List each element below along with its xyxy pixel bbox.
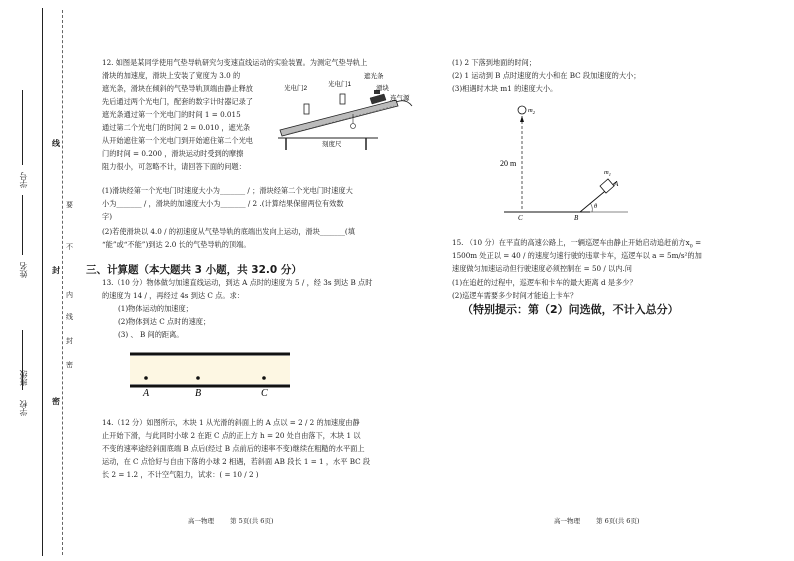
notice-char-4: 线 bbox=[66, 313, 73, 321]
q13-line-2: 的速度为 14 / ，再经过 4s 到达 C 点。求： bbox=[102, 291, 244, 300]
q15-line-1: 15. （10 分）在平直的高速公路上，一辆巡逻车由静止开始启动追赶前方$x_0$ = bbox=[452, 238, 702, 250]
footer-right-subject: 高一物理 bbox=[554, 517, 580, 525]
point-b bbox=[196, 376, 200, 380]
incline-figure bbox=[498, 102, 638, 222]
class-label: 班级 bbox=[19, 370, 28, 386]
footer-left-subject: 高一物理 bbox=[188, 517, 214, 525]
q12-sub1-line-2: 小为_______ / ，滑块的加速度大小为_______ / 2 .(计算结果保留两位有效数 bbox=[102, 199, 344, 208]
label-m1: $m_1$ bbox=[604, 169, 611, 177]
footer-left-page: 第 5页(共 6页) bbox=[230, 517, 274, 525]
air-track-rail bbox=[280, 100, 398, 136]
adjust-screw bbox=[351, 124, 356, 129]
q14-line-2: 止开始下滑，与此同时小球 2 在距 C 点的正上方 h = 20 处自由落下，木块 1 以 bbox=[102, 431, 361, 440]
abc-track-figure bbox=[130, 350, 290, 400]
q15-sub-2: (2)巡逻车需要多少时间才能追上卡车？ bbox=[452, 291, 578, 300]
label-slider: 滑块 bbox=[376, 85, 389, 92]
q12-line-1: 12. 如图是某同学使用气垫导轨研究匀变速直线运动的实验装置。为测定气垫导轨上 bbox=[102, 58, 368, 67]
label-height: 20 m bbox=[500, 159, 517, 168]
label-point-b: B bbox=[574, 214, 579, 222]
label-m2: $m_2$ bbox=[528, 107, 535, 115]
q14-sub-3: (3)相遇时木块 m1 的速度大小。 bbox=[452, 84, 558, 93]
notice-char-2: 不 bbox=[66, 243, 73, 251]
air-track-figure bbox=[278, 68, 428, 150]
q12-line-8: 门的时间 = 0.200 ，滑块运动时受到的摩擦 bbox=[102, 149, 244, 158]
notice-char-3: 内 bbox=[66, 291, 73, 299]
photogate-1 bbox=[340, 94, 345, 104]
q12-line-9: 阻力很小，可忽略不计，请回答下面的问题： bbox=[102, 162, 246, 171]
label-b: B bbox=[195, 388, 202, 399]
label-point-c: C bbox=[518, 214, 523, 222]
track-surface bbox=[130, 356, 290, 384]
q12-sub1-line-3: 字) bbox=[102, 212, 112, 221]
ball-m2 bbox=[518, 106, 526, 114]
point-c bbox=[262, 376, 266, 380]
notice-char-6: 密 bbox=[66, 361, 73, 369]
q12-line-2: 滑块的加速度，滑块上安装了宽度为 3.0 的 bbox=[102, 71, 241, 80]
section-3-heading: 三、计算题（本大题共 3 小题，共 32.0 分） bbox=[86, 264, 302, 276]
q12-line-5: 遮光条通过第一个光电门的时间 1 = 0.015 bbox=[102, 110, 241, 119]
student-id-label: 学号 bbox=[19, 172, 28, 188]
q14-sub-1: (1) 2 下落到地面的时间； bbox=[452, 58, 537, 67]
q15-sub-1: (1)在追赶的过程中，巡逻车和卡车的最大距离 d 是多少？ bbox=[452, 278, 637, 287]
q14-line-1: 14.（12 分）如图所示，木块 1 从光滑的斜面上的 A 点以 = 2 / 2 的加速度由静 bbox=[102, 418, 360, 427]
block-m1 bbox=[600, 179, 614, 193]
notice-char-5: 封 bbox=[66, 337, 73, 345]
name-label: 姓名 bbox=[19, 262, 28, 278]
label-air-source: 连气源 bbox=[390, 95, 410, 102]
label-photogate-2: 光电门2 bbox=[284, 85, 308, 92]
school-label: 学校 bbox=[19, 400, 28, 416]
q14-line-4: 运动，在 C 点恰好与自由下落的小球 2 相遇，若斜面 AB 段长 1 = 1 ，水平 BC 段 bbox=[102, 457, 371, 466]
label-a: A bbox=[143, 388, 150, 399]
seal-char-seal: 封 bbox=[52, 265, 60, 275]
q13-sub-1: (1)物体运动的加速度； bbox=[118, 304, 193, 313]
label-point-a: A bbox=[614, 180, 619, 188]
q14-sub-2: (2) 1 运动到 B 点时速度的大小和在 BC 段加速度的大小； bbox=[452, 71, 641, 80]
label-theta: θ bbox=[594, 203, 598, 210]
label-ruler: 刻度尺 bbox=[322, 141, 342, 148]
notice-char-1: 要 bbox=[66, 201, 73, 209]
q13-sub-2: (2)物体到达 C 点时的速度； bbox=[118, 317, 211, 326]
name-underline bbox=[22, 195, 23, 255]
slider-block bbox=[370, 94, 386, 104]
q13-sub-3: (3) 、 B 间的距离。 bbox=[118, 330, 184, 339]
q12-line-7: 从开始遮住第一个光电门到开始遮住第二个光电 bbox=[102, 136, 253, 145]
student-id-underline bbox=[22, 110, 23, 165]
seal-char-line: 线 bbox=[52, 138, 60, 148]
q15-line-2: 1500m 处正以 = 40 / 的速度匀速行驶的违章卡车，巡逻车以 a = 5m/s²的加 bbox=[452, 251, 702, 260]
binding-line bbox=[42, 8, 43, 556]
label-photogate-1: 光电门1 bbox=[328, 81, 352, 88]
seal-char-secret: 密 bbox=[52, 396, 60, 406]
q12-sub2-line-1: (2)若使滑块以 4.0 / 的初速度从气垫导轨的底端出发向上运动，滑块_______(填 bbox=[102, 227, 355, 236]
seal-dashed-line bbox=[62, 10, 63, 555]
q14-line-3: 不变的速率途经斜面底端 B 点后(经过 B 点前后的速率不变)继续在粗糙的水平面上 bbox=[102, 444, 365, 453]
q12-line-4: 先后通过两个光电门，配套的数字计时器记录了 bbox=[102, 97, 253, 106]
q12-line-6: 通过第二个光电门的时间 2 = 0.010 ，遮光条 bbox=[102, 123, 251, 132]
q14-line-5: 长 2 = 1.2 ，不计空气阻力，试求：( = 10 / 2 ) bbox=[102, 470, 259, 479]
special-hint: （特别提示：第（2）问选做，不计入总分） bbox=[462, 303, 679, 316]
q12-sub1-line-1: (1)滑块经第一个光电门时速度大小为_______ / ；滑块经第二个光电门时速度大 bbox=[102, 186, 353, 195]
q15-line-3: 速度做匀加速运动但行驶速度必须控制在 = 50 / 以内.问 bbox=[452, 264, 632, 273]
point-a bbox=[144, 376, 148, 380]
q12-sub2-line-2: “能”或“不能”)到达 2.0 长的气垫导轨的顶端。 bbox=[102, 240, 251, 249]
photogate-2 bbox=[304, 104, 309, 114]
q12-line-3: 遮光条，滑块在倾斜的气垫导轨顶端由静止释放 bbox=[102, 84, 253, 93]
label-c: C bbox=[261, 388, 268, 399]
footer-right-page: 第 6页(共 6页) bbox=[596, 517, 640, 525]
q13-line-1: 13.（10 分）物体做匀加速直线运动，到达 A 点时的速度为 5 / ，经 3s 到达 B 点时 bbox=[102, 278, 373, 287]
label-shading-strip: 遮光条 bbox=[364, 73, 384, 80]
